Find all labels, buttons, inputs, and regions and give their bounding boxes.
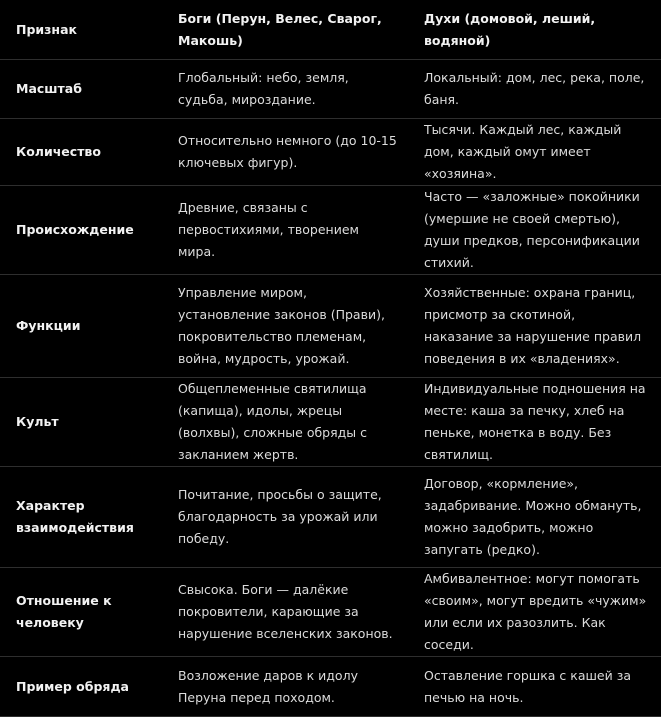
row-feature-cell: Характер взаимодействия	[0, 467, 162, 568]
row-spirits-cell: Локальный: дом, лес, река, поле, баня.	[408, 60, 661, 119]
row-spirits-cell: Часто — «заложные» покойники (умершие не своей смертью), души предков, персонификации стихий.	[408, 186, 661, 275]
row-spirits-cell: Хозяйственные: охрана границ, присмотр за скотиной, наказание за нарушение правил поведения в их «владениях».	[408, 275, 661, 378]
row-spirits-cell: Договор, «кормление», задабривание. Можно обмануть, можно задобрить, можно запугать (редко).	[408, 467, 661, 568]
header-spirits: Духи (домовой, леший, водяной)	[408, 0, 661, 60]
row-gods-cell: Возложение даров к идолу Перуна перед походом.	[162, 657, 408, 717]
table-row	[0, 275, 661, 378]
row-spirits-cell: Оставление горшка с кашей за печью на ночь.	[408, 657, 661, 717]
table-row	[0, 60, 661, 119]
table-row	[0, 467, 661, 568]
row-spirits-cell: Тысячи. Каждый лес, каждый дом, каждый омут имеет «хозяина».	[408, 119, 661, 186]
table-row	[0, 119, 661, 186]
table-row	[0, 657, 661, 717]
row-spirits-cell: Индивидуальные подношения на месте: каша за печку, хлеб на пеньке, монетка в воду. Без святилищ.	[408, 378, 661, 467]
table-row	[0, 568, 661, 657]
header-gods: Боги (Перун, Велес, Сварог, Макошь)	[162, 0, 408, 60]
row-gods-cell: Общеплеменные святилища (капища), идолы, жрецы (волхвы), сложные обряды с закланием жертв.	[162, 378, 408, 467]
header-row	[0, 0, 661, 60]
row-gods-cell: Управление миром, установление законов (Прави), покровительство племенам, война, мудрость, урожай.	[162, 275, 408, 378]
row-gods-cell: Относительно немного (до 10-15 ключевых фигур).	[162, 119, 408, 186]
row-gods-cell: Почитание, просьбы о защите, благодарность за урожай или победу.	[162, 467, 408, 568]
table-row	[0, 186, 661, 275]
row-feature-cell: Происхождение	[0, 186, 162, 275]
row-feature-cell: Количество	[0, 119, 162, 186]
row-feature-cell: Отношение к человеку	[0, 568, 162, 657]
row-spirits-cell: Амбивалентное: могут помогать «своим», могут вредить «чужим» или если их разозлить. Как соседи.	[408, 568, 661, 657]
table-row	[0, 378, 661, 467]
row-feature-cell: Культ	[0, 378, 162, 467]
row-gods-cell: Глобальный: небо, земля, судьба, мироздание.	[162, 60, 408, 119]
row-feature-cell: Пример обряда	[0, 657, 162, 717]
header-feature: Признак	[0, 0, 162, 60]
row-feature-cell: Масштаб	[0, 60, 162, 119]
row-gods-cell: Свысока. Боги — далёкие покровители, карающие за нарушение вселенских законов.	[162, 568, 408, 657]
row-feature-cell: Функции	[0, 275, 162, 378]
row-gods-cell: Древние, связаны с первостихиями, творением мира.	[162, 186, 408, 275]
